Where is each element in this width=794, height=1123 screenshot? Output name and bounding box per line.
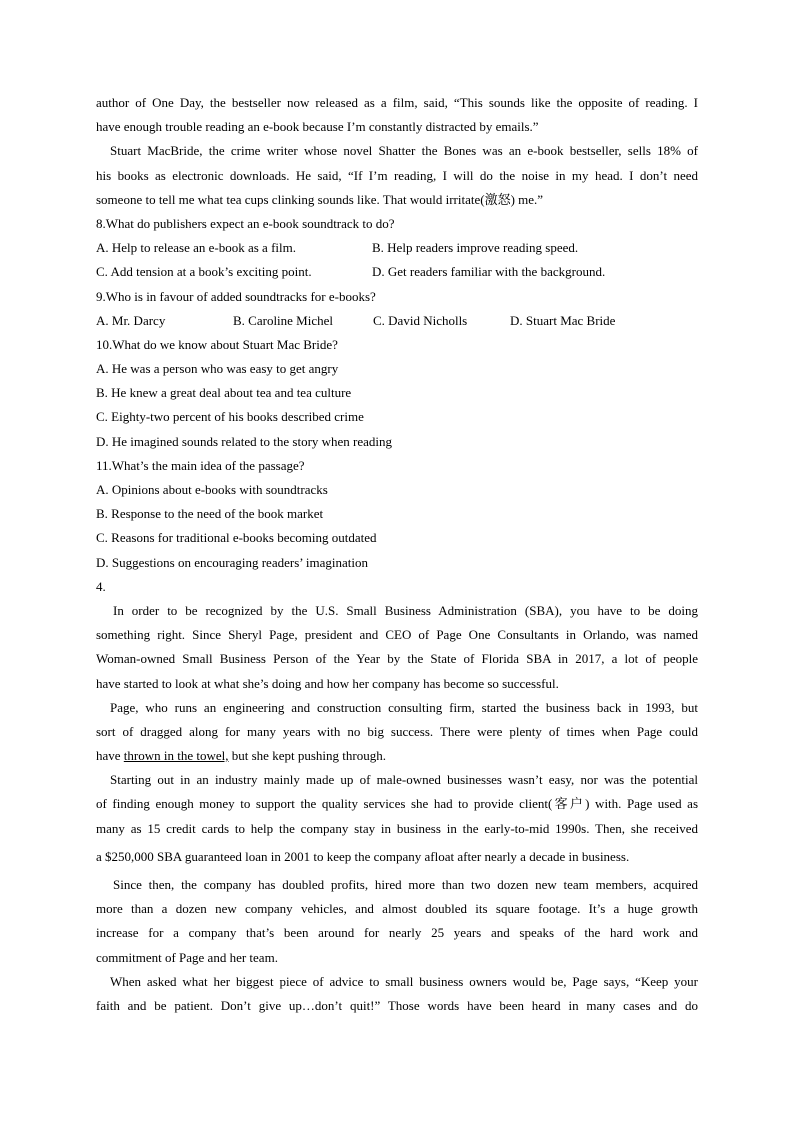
paragraph [96, 768, 698, 869]
passage-number: 4. [96, 578, 106, 594]
paragraph-line: Since then, the company has doubled profits, hired more than two dozen new team members, acquired [113, 877, 698, 892]
paragraph-line [96, 744, 698, 768]
paragraph [96, 696, 698, 769]
option-c: C. David Nicholls [373, 312, 468, 328]
paragraph [96, 873, 698, 970]
question-11 [96, 454, 698, 575]
option-a: A. Help to release an e-book as a film. [96, 240, 296, 256]
paragraph-line: Page, who runs an engineering and construction consulting firm, started the business back in 1993, but [110, 699, 698, 715]
question-stem: 8.What do publishers expect an e-book soundtrack to do? [96, 215, 395, 231]
paragraph-line: commitment of Page and her team. [96, 949, 278, 965]
paragraph-line: increase for a company that’s been around for nearly 25 years and speaks of the hard work and [96, 925, 698, 941]
paragraph-line: many as 15 credit cards to help the company stay in business in the early-to-mid 1990s. Then, she received [96, 820, 698, 836]
option-b: B. Caroline Michel [233, 312, 334, 328]
text-run: have [96, 748, 124, 764]
paragraph-line: something right. Since Sheryl Page, president and CEO of Page One Consultants in Orlando, was named [96, 627, 698, 643]
paragraph-line: sort of dragged along for many years with no big success. There were plenty of times when Page could [96, 723, 698, 739]
paragraph-line: have enough trouble reading an e-book because I’m constantly distracted by emails.” [96, 119, 539, 135]
question-stem: 9.Who is in favour of added soundtracks for e-books? [96, 288, 376, 304]
paragraph-line: Starting out in an industry mainly made up of male-owned businesses wasn’t easy, nor was the potential [110, 772, 698, 788]
option-c: C. Add tension at a book’s exciting point. [96, 264, 312, 280]
option-b: B. Help readers improve reading speed. [372, 240, 579, 256]
question-stem: 10.What do we know about Stuart Mac Bride? [96, 336, 338, 352]
question-8 [96, 212, 698, 285]
passage-3-ending [96, 91, 698, 212]
paragraph-line: of finding enough money to support the quality services she had to provide client(客户) with. Page used as [96, 796, 698, 812]
paragraph-line: Woman-owned Small Business Person of the Year by the State of Florida SBA in 2017, a lot of people [96, 651, 698, 667]
option-a: A. He was a person who was easy to get angry [96, 361, 339, 377]
option-d: D. Get readers familiar with the background. [372, 264, 606, 280]
option-b: B. Response to the need of the book market [96, 506, 324, 522]
passage-4 [96, 575, 698, 1018]
option-c: C. Reasons for traditional e-books becoming outdated [96, 530, 377, 546]
question-10 [96, 333, 698, 454]
paragraph [96, 970, 698, 1018]
paragraph-line: In order to be recognized by the U.S. Small Business Administration (SBA), you have to be doing [113, 602, 698, 618]
option-c: C. Eighty-two percent of his books described crime [96, 409, 364, 425]
option-b: B. He knew a great deal about tea and tea culture [96, 385, 352, 401]
question-stem: 11.What’s the main idea of the passage? [96, 457, 305, 473]
options-row [96, 236, 698, 260]
option-a: A. Opinions about e-books with soundtracks [96, 482, 328, 497]
paragraph-line: faith and be patient. Don’t give up…don’t quit!” Those words have been heard in many cases and do [96, 997, 698, 1013]
paragraph-line: author of One Day, the bestseller now released as a film, said, “This sounds like the opposite of reading. I [96, 95, 698, 110]
options-row [96, 260, 698, 284]
options-row [96, 309, 698, 333]
paragraph-line: someone to tell me what tea cups clinking sounds like. That would irritate(激怒) me.” [96, 191, 544, 207]
option-d: D. Stuart Mac Bride [510, 312, 616, 328]
paragraph-line: a $250,000 SBA guaranteed loan in 2001 to keep the company afloat after nearly a decade in business. [96, 848, 630, 864]
option-a: A. Mr. Darcy [96, 312, 166, 328]
paragraph-line: have started to look at what she’s doing and how her company has become so successful. [96, 675, 559, 691]
question-9 [96, 285, 698, 333]
underlined-phrase: thrown in the towel, [123, 748, 229, 764]
paragraph-line: Stuart MacBride, the crime writer whose novel Shatter the Bones was an e-book bestseller, sells 18% of [110, 143, 698, 159]
document-page [96, 91, 698, 1018]
paragraph-line: more than a dozen new company vehicles, and almost doubled its square footage. It’s a huge growth [96, 901, 698, 917]
paragraph [96, 599, 698, 696]
paragraph-line: When asked what her biggest piece of advice to small business owners would be, Page says, “Keep your [110, 973, 698, 989]
paragraph-line: his books as electronic downloads. He said, “If I’m reading, I will do the noise in my head. I don’t need [96, 167, 698, 183]
option-d: D. Suggestions on encouraging readers’ imagination [96, 554, 368, 570]
text-run: but she kept pushing through. [228, 748, 386, 764]
option-d: D. He imagined sounds related to the story when reading [96, 433, 393, 449]
